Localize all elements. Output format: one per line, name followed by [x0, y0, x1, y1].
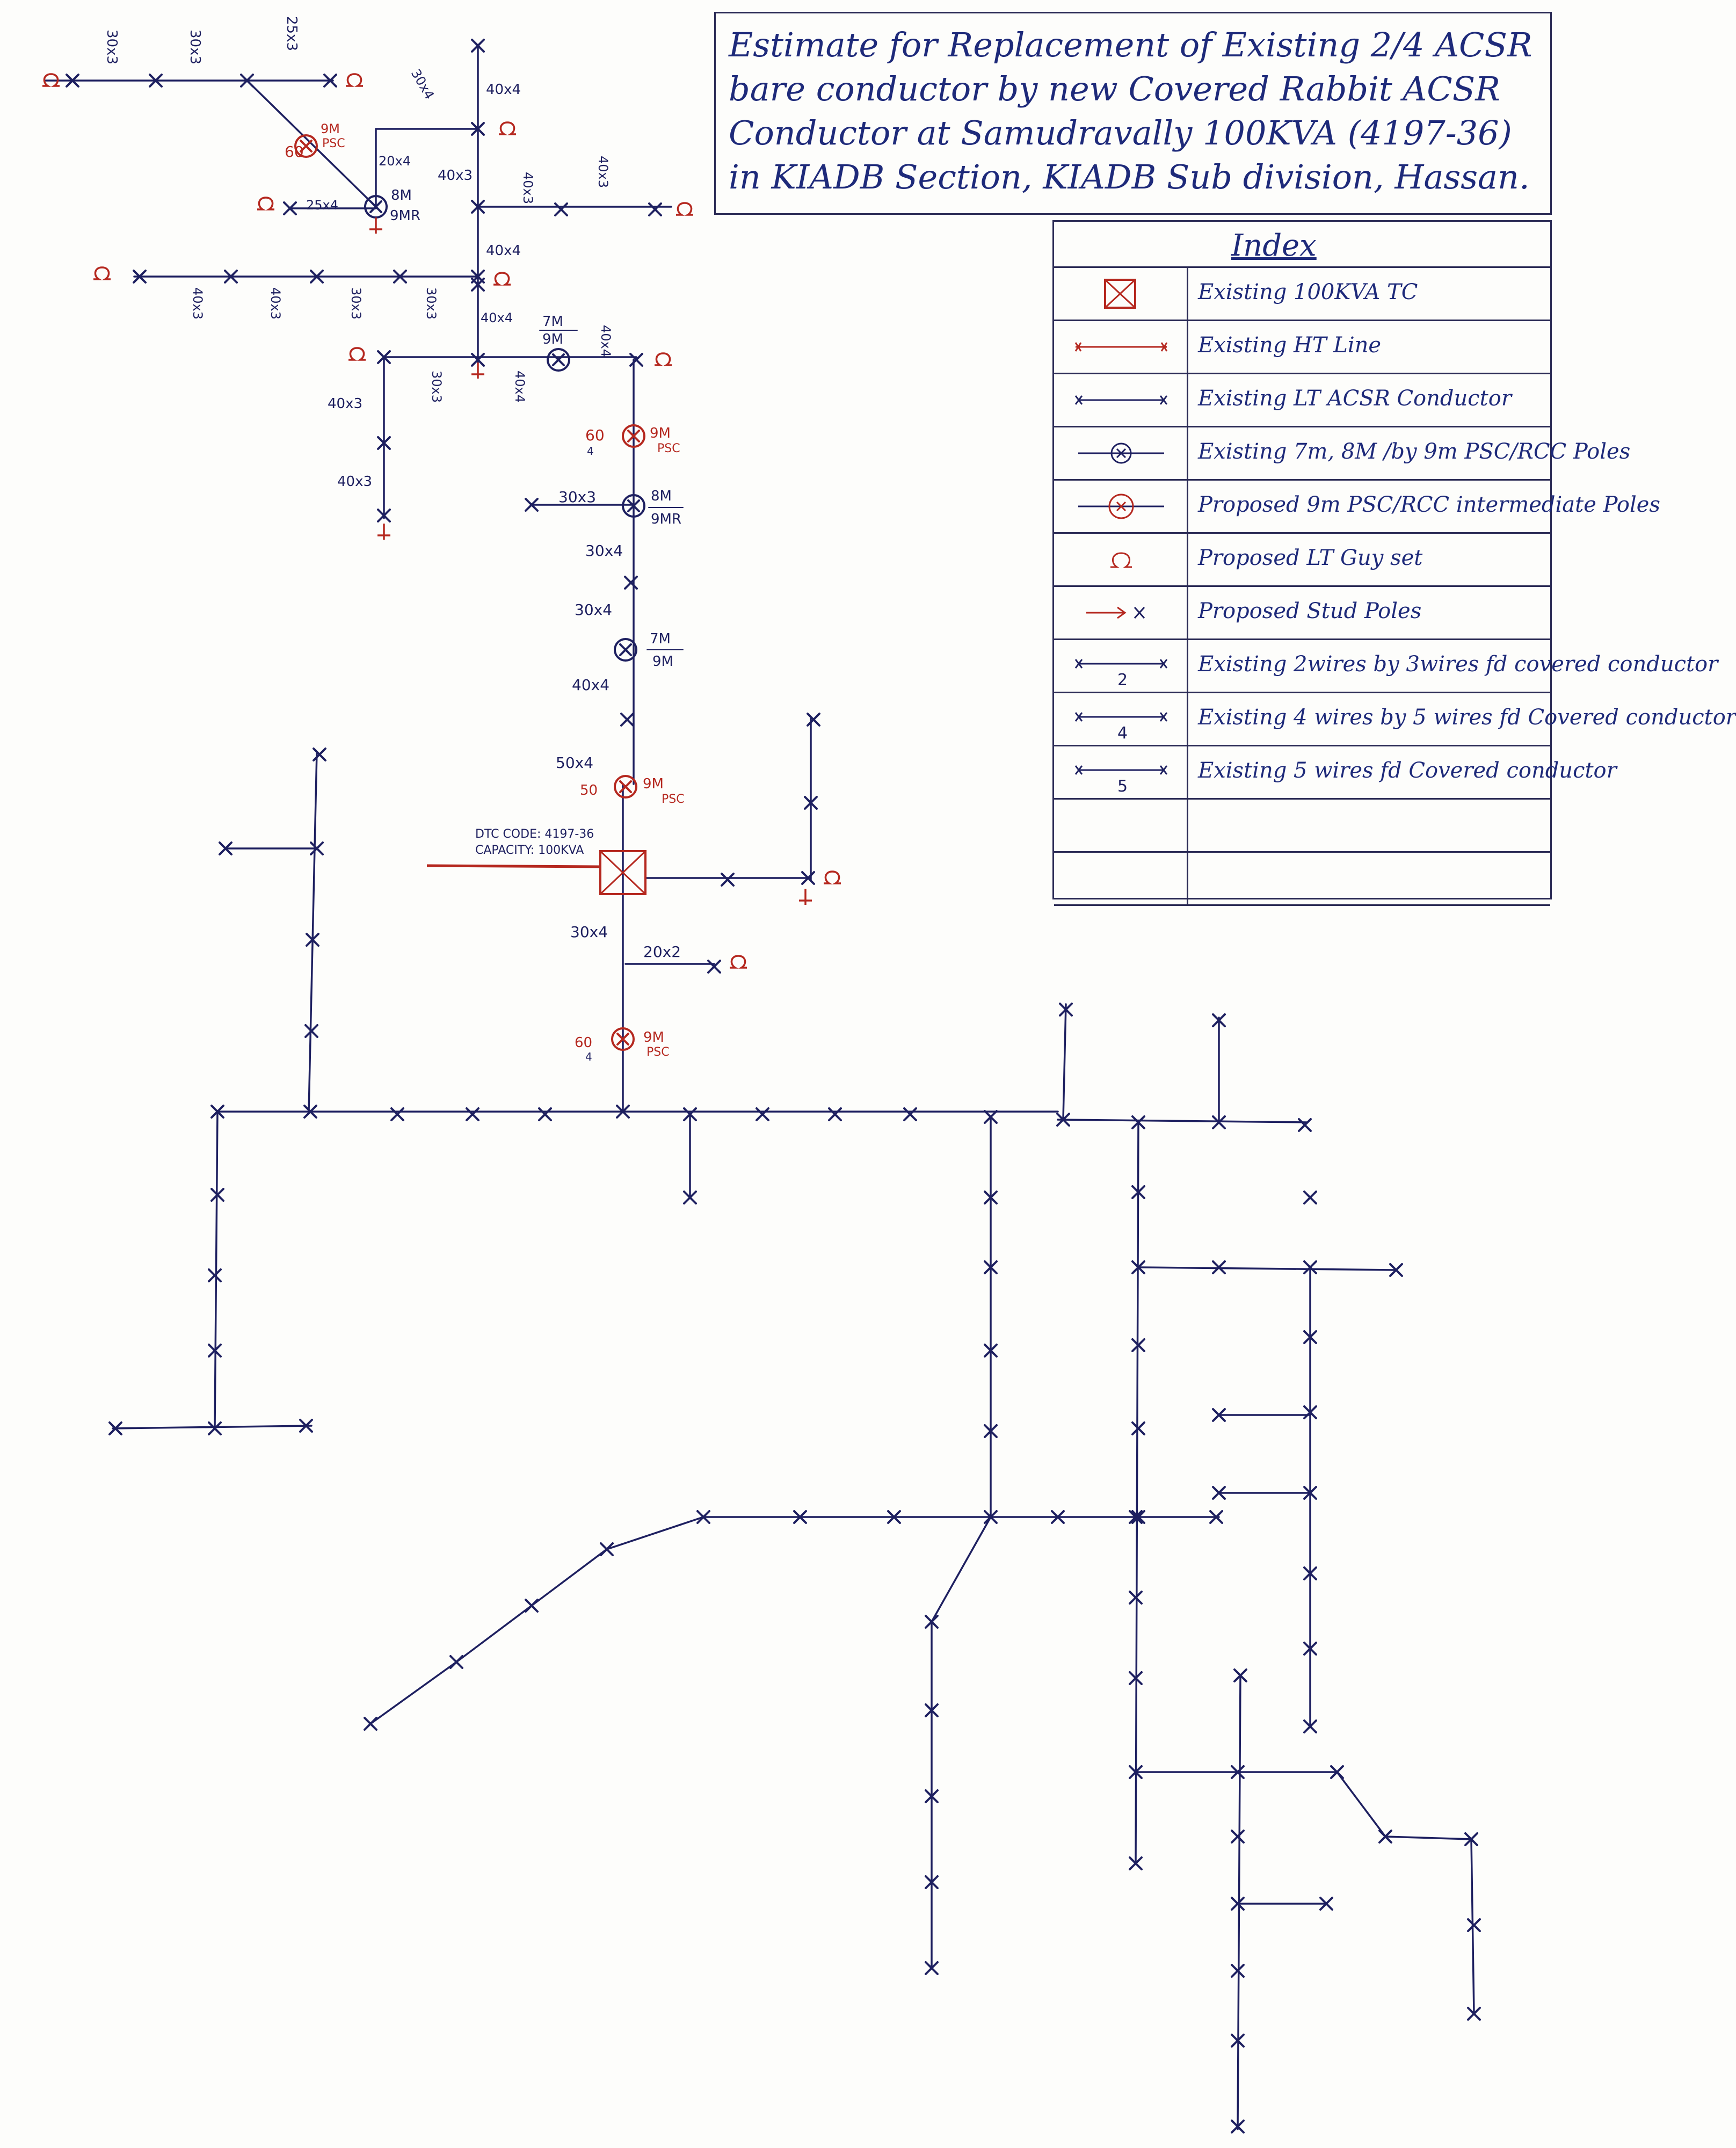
index-symbol-cell: [1054, 640, 1188, 692]
line-wire-count: 2: [1117, 671, 1128, 690]
span-label: 8M: [651, 488, 672, 504]
guy-set-symbol: [493, 273, 511, 285]
lt-conductor-span: [247, 81, 376, 207]
lt-pole-mark: [1232, 1831, 1244, 1842]
index-row: [1054, 321, 1550, 374]
index-row: [1054, 481, 1660, 534]
lt-pole-mark: [209, 1269, 221, 1281]
lt-conductor-span: [1337, 1772, 1474, 2014]
lt-pole-mark: [451, 1656, 462, 1668]
index-symbol-cell: [1054, 374, 1188, 426]
existing-pole-cross: [553, 354, 564, 365]
span-label: 9M: [643, 776, 664, 792]
estimate-title: Estimate for Replacement of Existing 2/4 ACSR bare conductor by new Covered Rabbit ACSR Conductor at Samudravally 100KVA (4197-36) in KIADB Section, KIADB Sub division, Hassan.: [714, 12, 1552, 215]
span-label: 4: [585, 1050, 592, 1063]
span-label: 30x3: [104, 30, 120, 65]
lt-pole-mark: [467, 1108, 478, 1120]
index-symbol-cell: [1054, 693, 1188, 745]
span-label: 4: [587, 445, 594, 458]
lt-pole-mark: [391, 1108, 403, 1120]
existing-pole-icon: [1054, 427, 1188, 479]
lt-pole-mark: [708, 961, 720, 973]
lt-pole-mark: [526, 1600, 537, 1612]
guy-set-symbol: [346, 74, 363, 86]
span-label: 40x3: [268, 287, 283, 320]
line-wire-count: 5: [1117, 777, 1128, 796]
index-row: [1054, 427, 1631, 481]
index-description: Existing 5 wires fd Covered conductor: [1198, 758, 1617, 783]
span-label: PSC: [662, 793, 685, 806]
index-description: Proposed Stud Poles: [1198, 599, 1422, 623]
lt-pole-mark: [621, 714, 633, 725]
index-description: Existing LT ACSR Conductor: [1198, 386, 1512, 411]
span-label: 9M: [321, 121, 340, 136]
span-label: 40x3: [190, 287, 205, 320]
span-label: 9M: [652, 654, 673, 670]
index-symbol-cell: [1054, 321, 1188, 373]
span-label: 9M: [650, 425, 671, 441]
index-description: Existing HT Line: [1198, 333, 1382, 358]
ht-line: [427, 866, 600, 867]
guy-set-symbol: [499, 122, 516, 134]
index-symbol-cell: [1054, 268, 1188, 320]
index-header: [1054, 222, 1550, 268]
lt-conductor-span: [309, 752, 317, 1112]
index-row: [1054, 693, 1736, 746]
span-label: 40x3: [328, 396, 363, 412]
lt-line-icon: [1054, 374, 1188, 426]
index-row: [1054, 374, 1550, 427]
line-5-icon: [1054, 746, 1188, 798]
index-heading: Index: [1231, 228, 1317, 263]
guy-set-symbol: [655, 353, 672, 365]
span-label: 9MR: [390, 208, 421, 224]
span-label: 40x4: [598, 325, 613, 358]
index-row: [1054, 268, 1550, 321]
index-row: [1054, 800, 1550, 853]
span-label: 30x4: [575, 601, 613, 619]
ht-line-icon: [1054, 321, 1188, 373]
stud-pole-symbol: [377, 524, 390, 540]
span-label: 30x3: [348, 287, 364, 320]
line-2-icon: [1054, 640, 1188, 692]
lt-pole-mark: [808, 714, 819, 725]
index-row: [1054, 587, 1550, 640]
lt-pole-mark: [625, 577, 637, 589]
index-description: Existing 2wires by 3wires fd covered conductor: [1198, 652, 1718, 677]
span-label: 20x4: [379, 154, 411, 169]
dtc-code: DTC CODE: 4197-36: [475, 828, 594, 841]
lt-pole-mark: [1299, 1119, 1311, 1131]
lt-pole-mark: [1132, 1423, 1144, 1434]
span-label: 40x4: [512, 371, 527, 403]
span-label: 9M: [643, 1029, 664, 1046]
lt-conductor-span: [1136, 1122, 1138, 1863]
lt-pole-mark: [555, 204, 567, 215]
span-label: 60: [585, 426, 605, 444]
span-label: 30x3: [429, 371, 444, 403]
lt-pole-mark: [365, 1718, 376, 1730]
span-label: 7M: [650, 631, 671, 647]
index-row: [1054, 746, 1617, 800]
guy-set-symbol: [257, 198, 274, 209]
lt-conductor-span: [932, 1517, 991, 1968]
stud-pole-symbol: [799, 889, 812, 905]
existing-pole-cross: [620, 644, 631, 655]
existing-pole-cross: [620, 781, 631, 792]
span-label: 50: [580, 782, 598, 799]
index-description: Existing 100KVA TC: [1198, 280, 1418, 304]
span-label: 7M: [542, 314, 563, 330]
guy-set-symbol: [676, 203, 693, 215]
line-wire-count: 4: [1117, 724, 1128, 743]
span-label: PSC: [647, 1046, 670, 1059]
span-label: 30x4: [408, 67, 438, 102]
span-label: 60: [285, 143, 304, 161]
span-label: 40x3: [520, 172, 535, 205]
index-description: Existing 4 wires by 5 wires fd Covered conductor: [1198, 705, 1736, 730]
index-description: Proposed 9m PSC/RCC intermediate Poles: [1198, 492, 1660, 517]
span-label: 20x2: [643, 943, 681, 961]
span-label: 30x4: [585, 542, 623, 560]
index-description: Existing 7m, 8M /by 9m PSC/RCC Poles: [1198, 439, 1631, 464]
span-label: 40x3: [595, 156, 611, 188]
span-label: 8M: [391, 187, 412, 204]
guy-set-symbol: [730, 956, 747, 968]
index-symbol-cell: [1054, 427, 1188, 479]
lt-pole-mark: [1130, 1592, 1142, 1603]
lt-conductor-span: [1063, 1004, 1066, 1120]
lt-conductor-span: [1058, 1120, 1308, 1122]
lt-conductor-span: [215, 1112, 217, 1428]
span-label: 40x4: [486, 243, 521, 259]
index-row: [1054, 853, 1550, 906]
span-label: 40x3: [438, 168, 473, 184]
lt-pole-mark: [630, 354, 642, 366]
lt-pole-mark: [904, 1108, 916, 1120]
span-label: 30x4: [570, 923, 608, 941]
line-4-icon: [1054, 693, 1188, 745]
span-label: 40x4: [572, 676, 610, 694]
index-symbol-cell: [1054, 587, 1188, 638]
stud-pole-icon: [1054, 587, 1188, 638]
lt-pole-mark: [829, 1108, 841, 1120]
span-label: 9M: [542, 331, 563, 347]
guy-set-symbol: [824, 872, 841, 883]
index-row: [1054, 534, 1550, 587]
span-label: 40x3: [337, 474, 373, 490]
span-label: 50x4: [556, 754, 594, 772]
span-label: 60: [575, 1035, 593, 1051]
span-label: 9MR: [651, 511, 682, 527]
index-row: [1054, 640, 1718, 693]
span-label: 30x3: [187, 30, 203, 65]
lt-conductor-span: [371, 1517, 703, 1724]
lt-conductor-span: [1138, 1267, 1396, 1270]
span-label: 40x4: [481, 310, 513, 325]
lt-pole-mark: [601, 1543, 613, 1555]
lt-pole-mark: [757, 1108, 768, 1120]
lt-pole-mark: [722, 874, 733, 886]
index-symbol-cell: [1054, 800, 1188, 851]
lt-pole-mark: [1468, 1919, 1480, 1931]
span-label: 25x4: [306, 198, 339, 213]
stud-pole-symbol: [369, 217, 382, 234]
lt-pole-mark: [649, 204, 661, 215]
span-label: 40x4: [486, 82, 521, 98]
index-symbol-cell: [1054, 534, 1188, 585]
index-symbol-cell: [1054, 746, 1188, 798]
span-label: PSC: [657, 442, 680, 455]
span-label: PSC: [322, 137, 345, 150]
lt-pole-mark: [1304, 1192, 1316, 1203]
span-label: 30x3: [558, 488, 597, 506]
span-label: 25x3: [284, 16, 300, 52]
index-legend: [1052, 220, 1736, 899]
index-symbol-cell: [1054, 853, 1188, 904]
proposed-pole-icon: [1054, 481, 1188, 532]
lt-pole-mark: [539, 1108, 551, 1120]
guy-icon: [1054, 534, 1188, 585]
index-symbol-cell: [1054, 481, 1188, 532]
dtc-capacity: CAPACITY: 100KVA: [475, 844, 584, 857]
transformer-box-icon: [1054, 268, 1188, 320]
lt-pole-mark: [314, 749, 325, 760]
guy-set-symbol: [348, 348, 366, 360]
index-description: Proposed LT Guy set: [1198, 546, 1423, 570]
span-label: 30x3: [424, 287, 439, 320]
guy-set-symbol: [93, 267, 111, 279]
